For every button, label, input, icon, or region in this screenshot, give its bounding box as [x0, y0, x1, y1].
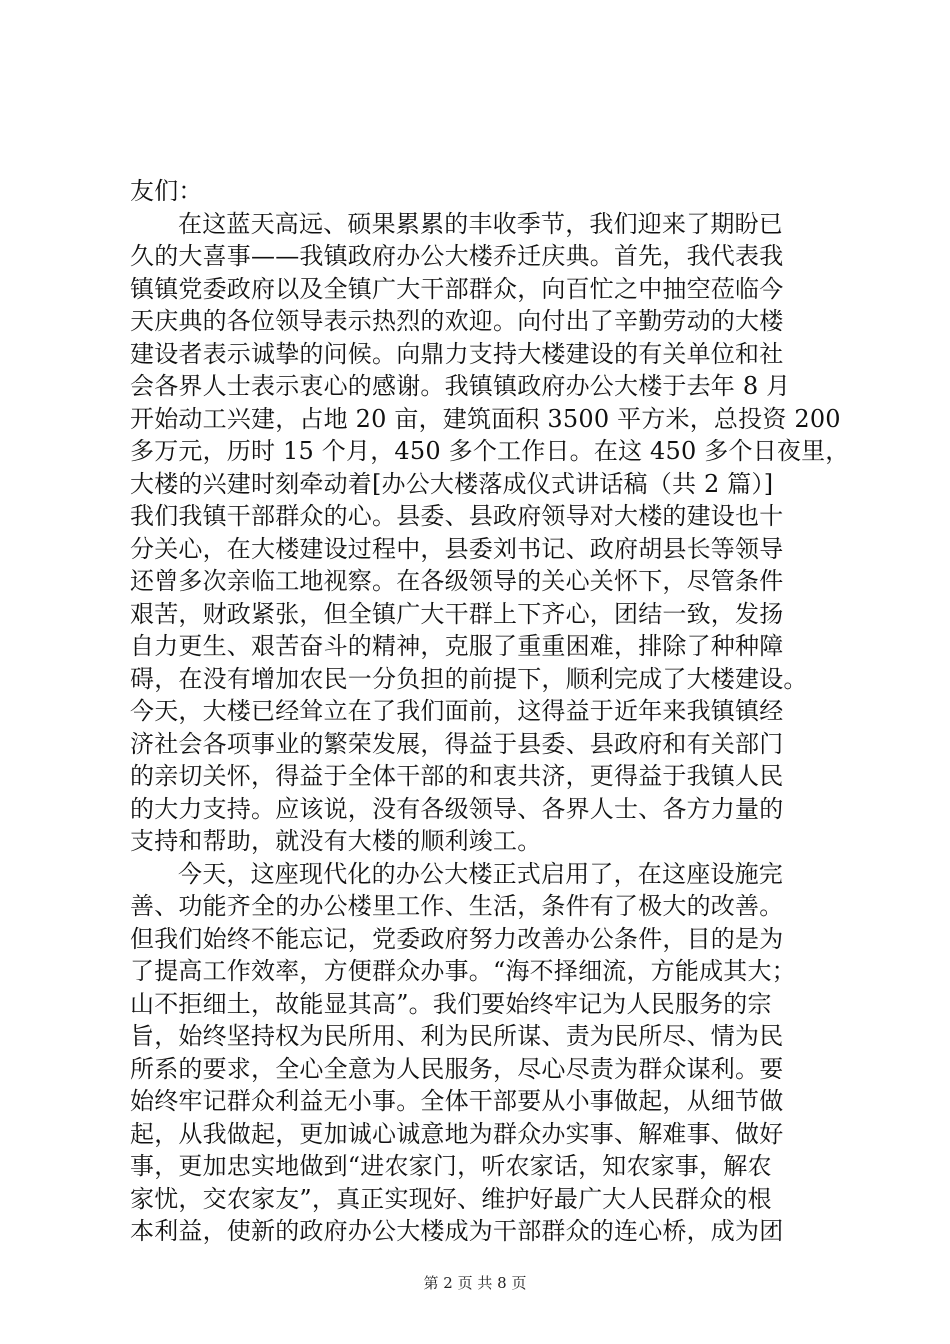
- paragraph-first-line: 今天，这座现代化的办公大楼正式启用了，在这座设施完: [178, 859, 783, 888]
- text-line: 的大力支持。应该说，没有各级领导、各界人士、各方力量的: [130, 794, 784, 823]
- text-line: 事，更加忠实地做到“进农家门，听农家话，知农家事，解农: [130, 1152, 772, 1180]
- text-line: 我们我镇干部群众的心。县委、县政府领导对大楼的建设也十: [130, 502, 784, 530]
- text-line: 碍，在没有增加农民一分负担的前提下，顺利完成了大楼建设。: [130, 664, 808, 693]
- text-line: 自力更生、艰苦奋斗的精神，克服了重重困难，排除了种种障: [130, 632, 784, 660]
- text-line: 善、功能齐全的办公楼里工作、生活，条件有了极大的改善。: [130, 892, 784, 920]
- text-line: 家忧，交农家友”，真正实现好、维护好最广大人民群众的根: [130, 1184, 772, 1213]
- text-line: 旨，始终坚持权为民所用、利为民所谋、责为民所尽、情为民: [130, 1022, 784, 1050]
- page-footer: [0, 1273, 950, 1293]
- text-line: 多万元，历时 15 个月，450 多个工作日。在这 450 多个日夜里，: [130, 437, 850, 465]
- text-line: 分关心，在大楼建设过程中，县委刘书记、政府胡县长等领导: [130, 534, 784, 563]
- paragraph-first-line: 在这蓝天高远、硕果累累的丰收季节，我们迎来了期盼已: [178, 209, 783, 238]
- text-line: 艰苦，财政紧张，但全镇广大干群上下齐心，团结一致，发扬: [130, 599, 784, 628]
- body-text: [130, 175, 850, 1248]
- text-line: 建设者表示诚挚的问候。向鼎力支持大楼建设的有关单位和社: [130, 339, 784, 368]
- text-line: 的亲切关怀，得益于全体干部的和衷共济，更得益于我镇人民: [130, 762, 784, 790]
- text-line: 天庆典的各位领导表示热烈的欢迎。向付出了辛勤劳动的大楼: [130, 307, 784, 335]
- text-line: 了提高工作效率，方便群众办事。“海不择细流，方能成其大；: [130, 957, 796, 985]
- text-line: 今天，大楼已经耸立在了我们面前，这得益于近年来我镇镇经: [130, 697, 784, 725]
- text-line: 济社会各项事业的繁荣发展，得益于县委、县政府和有关部门: [130, 729, 784, 758]
- text-line: 支持和帮助，就没有大楼的顺利竣工。: [130, 827, 542, 855]
- text-line: 所系的要求，全心全意为人民服务，尽心尽责为群众谋利。要: [130, 1054, 784, 1083]
- text-line: 但我们始终不能忘记，党委政府努力改善办公条件，目的是为: [130, 924, 784, 953]
- text-line: 大楼的兴建时刻牵动着[办公大楼落成仪式讲话稿（共 2 篇）]: [130, 469, 774, 498]
- text-line: 本利益，使新的政府办公大楼成为干部群众的连心桥，成为团: [130, 1217, 784, 1245]
- text-line: 山不拒细土，故能显其高”。我们要始终牢记为人民服务的宗: [130, 989, 772, 1018]
- text-line: 始终牢记群众利益无小事。全体干部要从小事做起，从细节做: [130, 1087, 784, 1115]
- text-line: 镇镇党委政府以及全镇广大干部群众，向百忙之中抽空莅临今: [130, 274, 784, 303]
- text-line: 友们：: [130, 177, 203, 205]
- text-line: 会各界人士表示衷心的感谢。我镇镇政府办公大楼于去年 8 月: [130, 372, 791, 400]
- page-indicator: 第 2 页 共 8 页: [423, 1274, 527, 1292]
- text-line: 起，从我做起，更加诚心诚意地为群众办实事、解难事、做好: [130, 1119, 784, 1148]
- text-line: 开始动工兴建，占地 20 亩，建筑面积 3500 平方米，总投资 200: [130, 404, 841, 433]
- text-line: 还曾多次亲临工地视察。在各级领导的关心关怀下，尽管条件: [130, 567, 784, 595]
- text-line: 久的大喜事——我镇政府办公大楼乔迁庆典。首先，我代表我: [130, 242, 784, 270]
